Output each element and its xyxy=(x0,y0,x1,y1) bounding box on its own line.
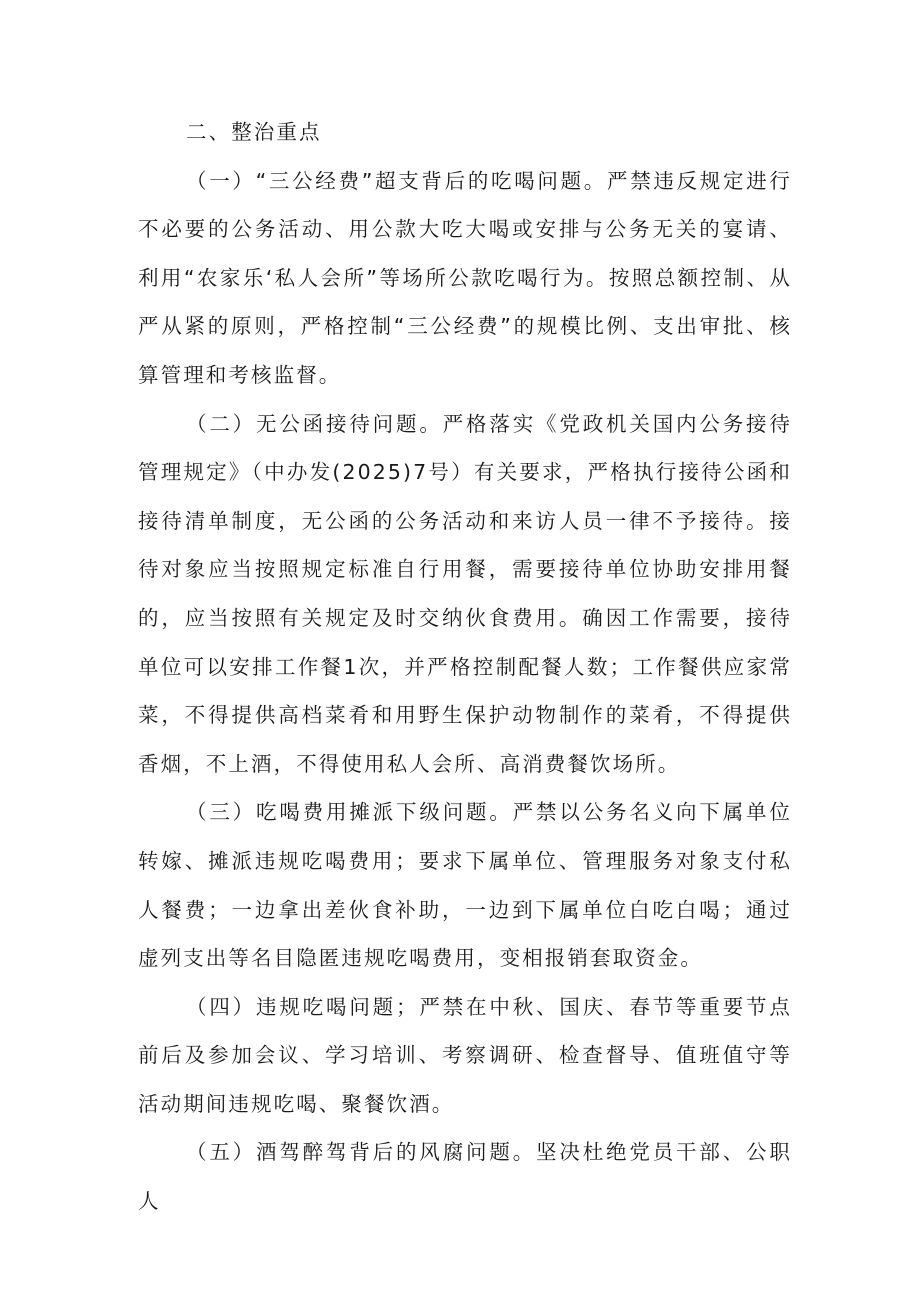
document-body xyxy=(138,108,792,1226)
paragraph-2: （二）无公函接待问题。严格落实《党政机关国内公务接待管理规定》（中办发(2025)7号）有关要求，严格执行接待公函和接待清单制度，无公函的公务活动和来访人员一律不予接待。接待对象应当按照规定标准自行用餐，需要接待单位协助安排用餐的，应当按照有关规定及时交纳伙食费用。确因工作需要，接待单位可以安排工作餐1次，并严格控制配餐人数；工作餐供应家常菜，不得提供高档菜肴和用野生保护动物制作的菜肴，不得提供香烟，不上酒，不得使用私人会所、高消费餐饮场所。 xyxy=(138,411,792,776)
section-heading: 二、整治重点 xyxy=(186,120,322,144)
paragraph-1: （一）“三公经费”超支背后的吃喝问题。严禁违反规定进行不必要的公务活动、用公款大吃大喝或安排与公务无关的宴请、利用“农家乐‘私人会所”等场所公款吃喝行为。按照总额控制、从严从紧的原则，严格控制“三公经费”的规模比例、支出审批、核算管理和考核监督。 xyxy=(138,168,792,387)
paragraph-5: （五）酒驾醉驾背后的风腐问题。坚决杜绝党员干部、公职人 xyxy=(138,1140,792,1214)
paragraph-4: （四）违规吃喝问题；严禁在中秋、国庆、春节等重要节点前后及参加会议、学习培训、考察调研、检查督导、值班值守等活动期间违规吃喝、聚餐饮酒。 xyxy=(138,994,792,1116)
paragraph-3: （三）吃喝费用摊派下级问题。严禁以公务名义向下属单位转嫁、摊派违规吃喝费用；要求下属单位、管理服务对象支付私人餐费；一边拿出差伙食补助，一边到下属单位白吃白喝；通过虚列支出等名目隐匿违规吃喝费用，变相报销套取资金。 xyxy=(138,800,792,971)
